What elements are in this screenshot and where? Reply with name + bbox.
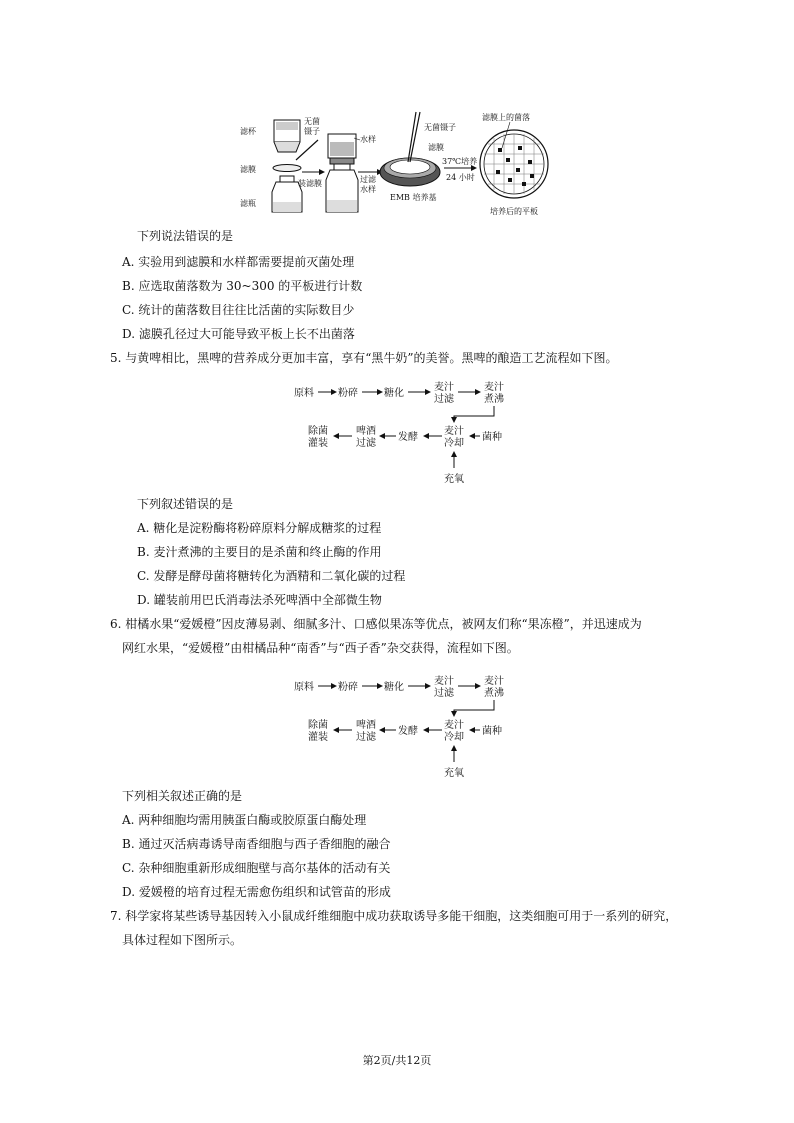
label-colonies: 滤膜上的菌落: [482, 113, 530, 122]
cultured-plate-icon: [480, 130, 548, 198]
label-filter-1: 过滤: [360, 175, 376, 184]
flow2-raw: 原料: [294, 682, 314, 693]
flow-filter-2: 过滤: [434, 394, 454, 405]
flow2-yeast: 菌种: [482, 726, 502, 737]
q6-intro-2: 网红水果，“爱媛橙”由柑橘品种“南香”与“西子香”杂交获得，流程如下图。: [122, 641, 519, 655]
q6-option-c: C. 杂种细胞重新形成细胞壁与高尔基体的活动有关: [122, 861, 391, 875]
label-membrane-2: 滤膜: [428, 143, 444, 152]
label-filter-bottle: 滤瓶: [240, 199, 256, 208]
flow2-filter-2: 过滤: [434, 688, 454, 699]
flow-crush: 粉碎: [338, 388, 358, 399]
flow-fill-1: 除菌: [308, 426, 328, 437]
label-tweezers-1: 无菌: [304, 117, 320, 126]
filter-cup-icon: [274, 120, 300, 152]
page-number: 第2页/共12页: [362, 1054, 432, 1067]
flow2-fill-1: 除菌: [308, 720, 328, 731]
flow2-filter-1: 麦汁: [434, 676, 454, 687]
label-filter-cup: 滤杯: [240, 127, 256, 136]
q6-option-a: A. 两种细胞均需用胰蛋白酶或胶原蛋白酶处理: [122, 813, 367, 827]
flow-ferment: 发酵: [398, 432, 418, 443]
q5-option-b: B. 麦汁煮沸的主要目的是杀菌和终止酶的作用: [137, 545, 382, 559]
flow-yeast: 菌种: [482, 432, 502, 443]
flow2-oxygen: 充氧: [444, 768, 464, 779]
flow-raw: 原料: [294, 388, 314, 399]
flow2-boil-2: 煮沸: [484, 688, 504, 699]
q5-stem: 下列叙述错误的是: [137, 497, 234, 511]
flow-cool-2: 冷却: [444, 438, 464, 449]
q6-option-d: D. 爱媛橙的培育过程无需愈伤组织和试管苗的形成: [122, 885, 391, 899]
label-water-sample: 水样: [360, 135, 376, 144]
label-membrane: 滤膜: [240, 165, 256, 174]
q4-stem: 下列说法错误的是: [137, 229, 234, 243]
brewing-flowchart: [288, 376, 528, 486]
q5-option-d: D. 罐装前用巴氏消毒法杀死啤酒中全部微生物: [137, 593, 382, 607]
flow-saccharify: 糖化: [384, 388, 404, 399]
flow-beer-2: 过滤: [356, 438, 376, 449]
assembled-filter-icon: [326, 134, 358, 212]
svg-text:镊子: 镊子: [304, 127, 320, 136]
q6-intro-1: 6. 柑橘水果“爱媛橙”因皮薄易剥、细腻多汁、口感似果冻等优点，被网友们称“果冻橙”，并迅速成为: [110, 617, 642, 631]
flow-boil-2: 煮沸: [484, 394, 504, 405]
flow-oxygen: 充氧: [444, 474, 464, 485]
label-emb-medium: EMB 培养基: [390, 193, 437, 202]
q7-line-2: 具体过程如下图所示。: [122, 933, 243, 947]
membrane-disc-icon: [273, 165, 301, 172]
flow2-saccharify: 糖化: [384, 682, 404, 693]
flow-boil-1: 麦汁: [484, 382, 504, 393]
flow2-cool-2: 冷却: [444, 732, 464, 743]
q6-option-b: B. 通过灭活病毒诱导南香细胞与西子香细胞的融合: [122, 837, 391, 851]
flow2-cool-1: 麦汁: [444, 720, 464, 731]
q5-option-c: C. 发酵是酵母菌将糖转化为酒精和二氧化碳的过程: [137, 569, 406, 583]
q5-option-a: A. 糖化是淀粉酶将粉碎原料分解成糖浆的过程: [137, 521, 382, 535]
svg-text:24 小时: 24 小时: [446, 173, 475, 182]
label-tweezers-2: 无菌镊子: [424, 123, 456, 132]
flow-cool-1: 麦汁: [444, 426, 464, 437]
flow2-fill-2: 灌装: [308, 732, 328, 743]
label-mount: 装滤膜: [298, 179, 322, 188]
petri-dish-icon: [380, 158, 440, 186]
q6-stem: 下列相关叙述正确的是: [122, 789, 243, 803]
flow-fill-2: 灌装: [308, 438, 328, 449]
flow2-crush: 粉碎: [338, 682, 358, 693]
q5-intro: 5. 与黄啤相比，黑啤的营养成分更加丰富，享有“黑牛奶”的美誉。黑啤的酿造工艺流程如下图。: [110, 351, 618, 365]
flow2-ferment: 发酵: [398, 726, 418, 737]
q4-option-c: C. 统计的菌落数目往往比活菌的实际数目少: [122, 303, 355, 317]
flow2-boil-1: 麦汁: [484, 676, 504, 687]
brewing-flowchart-2: [288, 670, 528, 780]
label-culture: 37℃培养: [442, 157, 478, 166]
flow2-beer-2: 过滤: [356, 732, 376, 743]
flow-beer-1: 啤酒: [356, 426, 376, 437]
flow-filter-1: 麦汁: [434, 382, 454, 393]
q4-option-a: A. 实验用到滤膜和水样都需要提前灭菌处理: [122, 255, 355, 269]
q7-line-1: 7. 科学家将某些诱导基因转入小鼠成纤维细胞中成功获取诱导多能干细胞，这类细胞可用于一系列的研究，: [110, 909, 678, 923]
flow2-beer-1: 啤酒: [356, 720, 376, 731]
q4-option-d: D. 滤膜孔径过大可能导致平板上长不出菌落: [122, 327, 355, 341]
filtration-figure: [230, 108, 570, 220]
label-cultured-plate: 培养后的平板: [490, 207, 538, 216]
q4-option-b: B. 应选取菌落数为 30~300 的平板进行计数: [122, 279, 363, 293]
svg-text:水样: 水样: [360, 185, 376, 194]
